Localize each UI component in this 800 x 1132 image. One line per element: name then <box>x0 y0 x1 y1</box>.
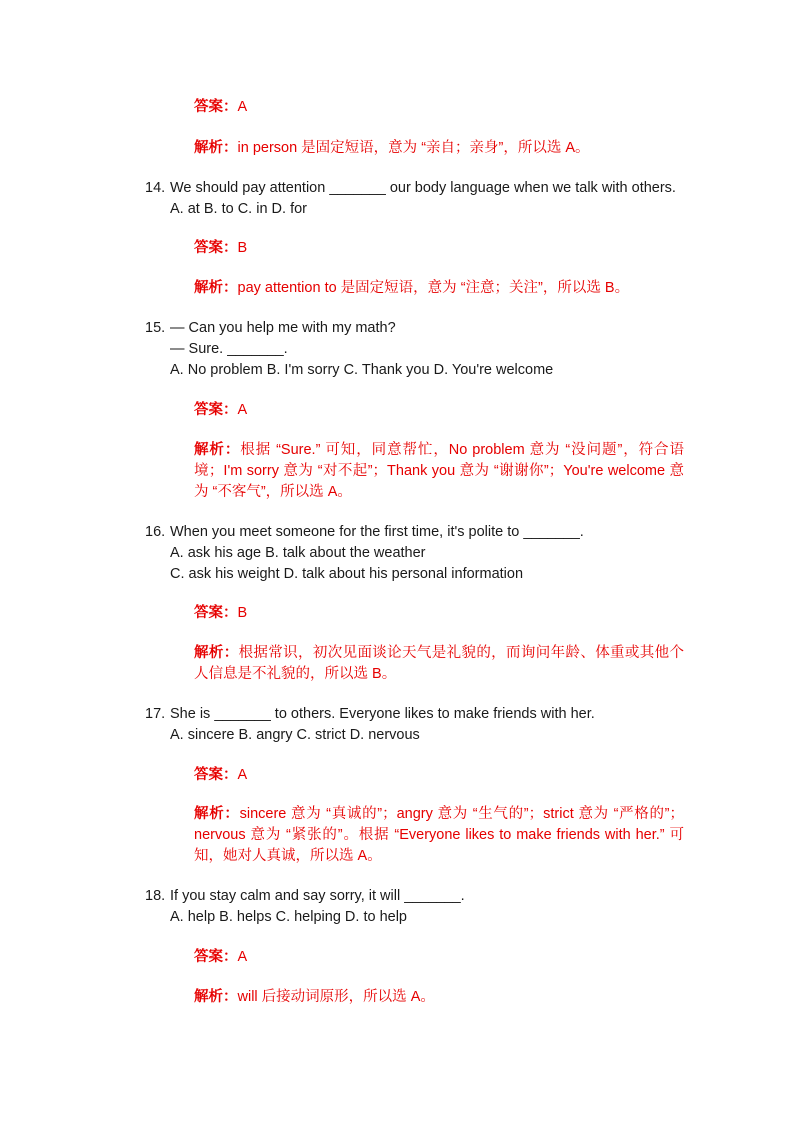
options-line: A. ask his age B. talk about the weather <box>170 545 426 561</box>
answer-label: 答案： <box>194 402 238 418</box>
analysis-line <box>194 278 684 299</box>
question-number: 16. <box>145 524 166 540</box>
question-number: 14. <box>145 180 166 196</box>
question-stem: If you stay calm and say sorry, it will _______. <box>170 888 465 904</box>
analysis-label: 解析： <box>194 280 238 296</box>
question-text <box>145 704 595 725</box>
analysis-line: 人信息是不礼貌的，所以选 B。 <box>194 666 397 682</box>
answer-line <box>194 238 247 259</box>
answer-label: 答案： <box>194 240 238 256</box>
answer-label: 答案： <box>194 949 238 965</box>
answer-line <box>194 765 247 786</box>
answer-line <box>194 97 247 118</box>
answer-line <box>194 603 247 624</box>
options-line: A. No problem B. I'm sorry C. Thank you D. You're welcome <box>170 362 554 378</box>
question-number: 17. <box>145 706 166 722</box>
analysis-text: in person 是固定短语，意为 “亲自；亲身”，所以选 A。 <box>237 140 590 156</box>
answer-value: B <box>237 605 248 621</box>
options-line: A. sincere B. angry C. strict D. nervous <box>170 727 420 743</box>
analysis-line: 为 “不客气”，所以选 A。 <box>194 484 352 500</box>
options-line: A. help B. helps C. helping D. to help <box>170 909 407 925</box>
answer-line <box>194 947 247 968</box>
answer-value: B <box>237 240 248 256</box>
analysis-label: 解析： <box>194 442 241 458</box>
analysis-text: sincere 意为 “真诚的”；angry 意为 “生气的”；strict 意为 “严格的”； <box>239 806 685 822</box>
analysis-line: nervous 意为 “紧张的”。根据 “Everyone likes to make friends with her.” 可 <box>194 827 684 843</box>
options-line: A. at B. to C. in D. for <box>170 201 307 217</box>
analysis-text: 根据 “Sure.” 可知，同意帮忙，No problem 意为 “没问题”，符合语 <box>240 442 684 458</box>
analysis-line <box>194 987 684 1008</box>
question-text <box>145 178 676 199</box>
options-line: C. ask his weight D. talk about his personal information <box>170 566 524 582</box>
question-stem: When you meet someone for the first time, it's polite to _______. <box>170 524 584 540</box>
analysis-line: 境；I'm sorry 意为 “对不起”；Thank you 意为 “谢谢你”；You're welcome 意 <box>194 463 684 479</box>
question-number: 18. <box>145 888 166 904</box>
analysis-label: 解析： <box>194 989 238 1005</box>
answer-label: 答案： <box>194 767 238 783</box>
question-text <box>145 522 584 543</box>
answer-value: A <box>237 767 248 783</box>
answer-label: 答案： <box>194 99 238 115</box>
answer-label: 答案： <box>194 605 238 621</box>
analysis-line <box>194 138 684 159</box>
analysis-line <box>194 804 684 825</box>
answer-value: A <box>237 949 248 965</box>
analysis-label: 解析： <box>194 645 239 661</box>
question-stem: — Can you help me with my math? <box>170 320 396 336</box>
analysis-text: pay attention to 是固定短语，意为 “注意；关注”，所以选 B。 <box>237 280 630 296</box>
analysis-line: 知，她对人真诚，所以选 A。 <box>194 848 382 864</box>
analysis-label: 解析： <box>194 806 240 822</box>
question-stem-line-2: — Sure. _______. <box>170 341 288 357</box>
answer-line <box>194 400 247 421</box>
question-stem: We should pay attention _______ our body language when we talk with others. <box>170 180 676 196</box>
question-number: 15. <box>145 320 166 336</box>
answer-value: A <box>237 402 248 418</box>
analysis-line <box>194 440 684 461</box>
analysis-text: 根据常识，初次见面谈论天气是礼貌的，而询问年龄、体重或其他个 <box>238 645 684 661</box>
question-text <box>145 886 465 907</box>
question-text <box>145 318 396 339</box>
analysis-line <box>194 643 684 664</box>
question-stem: She is _______ to others. Everyone likes to make friends with her. <box>170 706 595 722</box>
answer-value: A <box>237 99 248 115</box>
analysis-text: will 后接动词原形，所以选 A。 <box>237 989 435 1005</box>
analysis-label: 解析： <box>194 140 238 156</box>
